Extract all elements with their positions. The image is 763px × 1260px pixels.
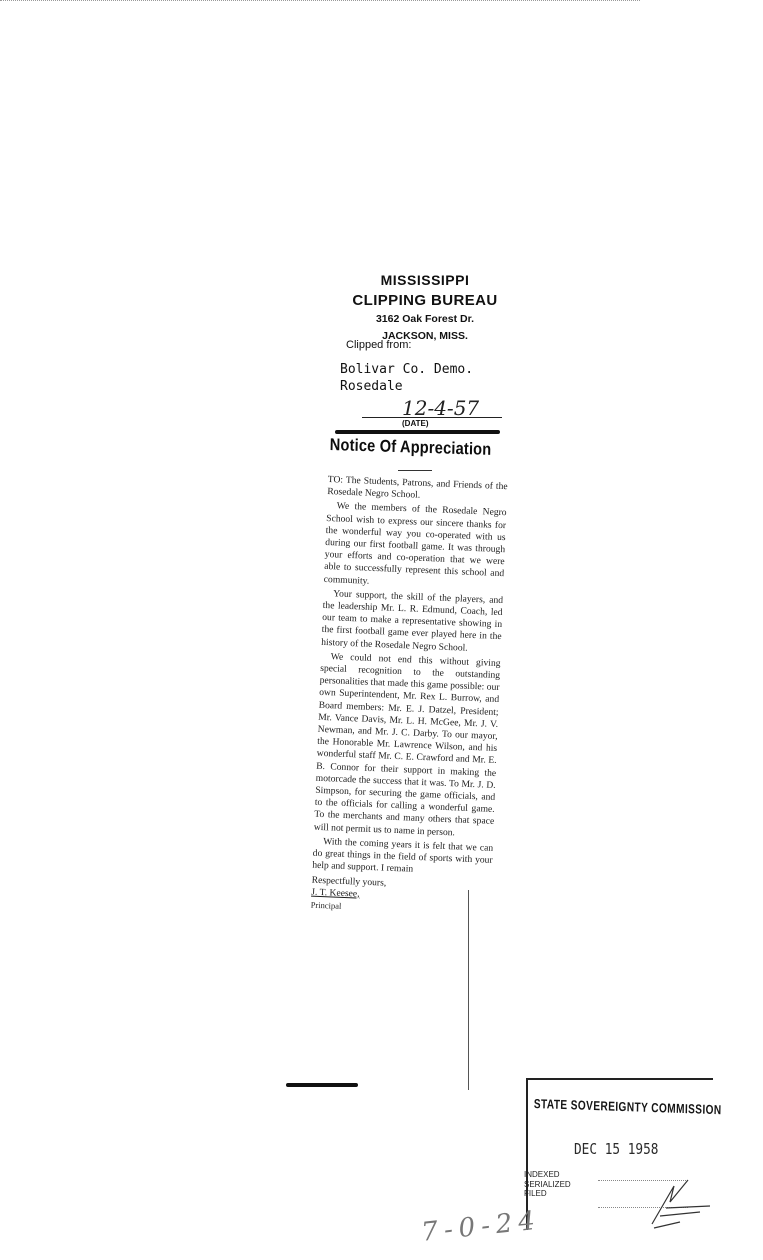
article-signer: J. T. Keesee, xyxy=(310,886,360,900)
article-paragraph: With the coming years it is felt that we can do great things in the field of sports with your help and support. I remain xyxy=(312,836,494,876)
column-rule xyxy=(468,890,469,1090)
handwritten-initials xyxy=(640,1172,720,1232)
source-paper: Bolivar Co. Demo. xyxy=(340,362,474,377)
date-line xyxy=(362,417,502,418)
stamp-org: STATE SOVEREIGNTY COMMISSION xyxy=(533,1096,722,1118)
article-body xyxy=(310,474,507,918)
handwritten-date: 12-4-57 xyxy=(402,396,480,420)
article-headline: Notice Of Appreciation xyxy=(329,435,492,459)
headline-rule xyxy=(398,470,432,471)
stamp-flag: FILED xyxy=(524,1189,547,1198)
bureau-name: CLIPPING BUREAU xyxy=(352,292,498,309)
article-paragraph: We the members of the Rosedale Negro School wish to express our sincere thanks for the wonderful way you co-operated with us during our first football game. It was through your efforts and co-operation that we were able to successfully represent this school and community. xyxy=(323,500,507,587)
bureau-state: MISSISSIPPI xyxy=(380,272,470,288)
bureau-city: JACKSON, MISS. xyxy=(382,330,468,342)
stamp-flag: SERIALIZED xyxy=(524,1179,571,1189)
headline-bar xyxy=(335,430,500,434)
source-place: Rosedale xyxy=(340,379,403,394)
clipping-bureau-header xyxy=(340,272,510,343)
handwritten-number: 7-0-24 xyxy=(420,1205,543,1248)
article-paragraph: TO: The Students, Patrons, and Friends of the Rosedale Negro School. xyxy=(327,474,508,501)
signature-bar xyxy=(286,1083,358,1087)
stamp-date: DEC 15 1958 xyxy=(574,1140,659,1158)
clipped-from-label: Clipped from: xyxy=(346,339,412,351)
source-block xyxy=(340,361,510,395)
stamp-flag: INDEXED xyxy=(524,1170,560,1179)
bureau-address: 3162 Oak Forest Dr. xyxy=(375,313,475,325)
article-closing: Respectfully yours, xyxy=(311,874,387,889)
stamp-flags xyxy=(524,1170,571,1199)
top-dotted-rule xyxy=(0,0,640,1)
date-label: (DATE) xyxy=(402,419,429,428)
article-paragraph: Your support, the skill of the players, and the leadership Mr. L. R. Edmund, Coach, led our team to make a representative showing in the first football game ever played here in the history of the Rosedale Negro School. xyxy=(321,588,504,654)
article-paragraph: We could not end this without giving special recognition to the outstanding personalities that made this game possible: our own Superintendent, Mr. Rex L. Burrow, and Board members: Mr. E. J. Datzel, President; Mr. Vance Davis, Mr. L. H. McGee, Mr. J. V. Newman, and Mr. J. C. Darby. To our mayor, the Honorable Mr. Lawrence Wilson, and his wonderful staff Mr. C. E. Crawford and Mr. E. B. Connor for their support in making the motorcade the success that it was. To Mr. J. D. Simpson, for securing the game officials, and to the officials for calling a wonderful game. To the merchants and many others that space will not permit us to name in person. xyxy=(313,651,501,839)
article-signer-title: Principal xyxy=(310,899,342,911)
